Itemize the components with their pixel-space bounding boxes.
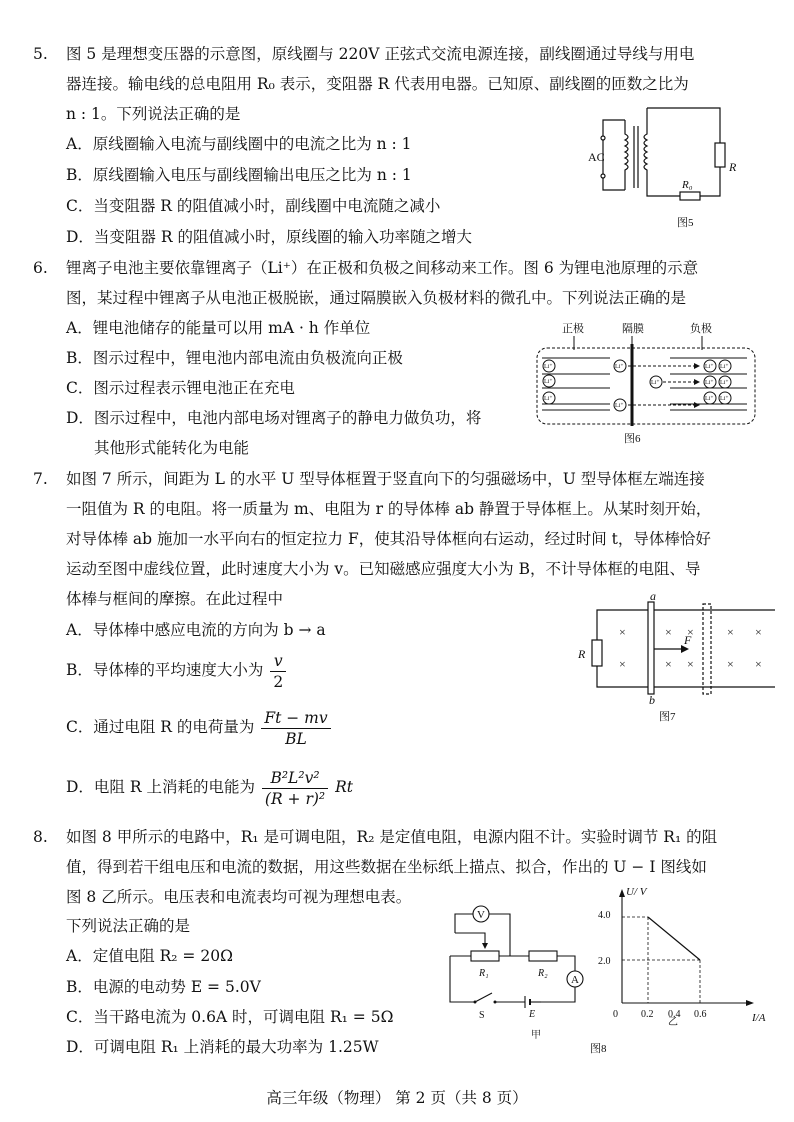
q5-option-b: B．原线圈输入电压与副线圈输出电压之比为 n : 1 [66,166,412,184]
q8-option-c: C．当干路电流为 0.6A 时，可调电阻 R₁ = 5Ω [66,1008,394,1026]
q7-option-b-fraction [270,651,286,692]
figure-8-x-tick-0-2: 0.2 [641,1009,654,1020]
figure-6-caption: 图6 [624,433,641,445]
q7-stem-line-1: 如图 7 所示，间距为 L 的水平 U 型导体框置于竖直向下的匀强磁场中，U 型导体框左端连接 [66,470,705,488]
figure-6-ion-label: Li⁺ [544,364,553,370]
q8-option-a: A．定值电阻 R₂ = 20Ω [66,947,233,965]
figure-8-r1-label: R₁ [479,968,489,979]
figure-7-b-label: b [649,693,655,707]
q8-option-b: B．电源的电动势 E = 5.0V [66,978,261,996]
q7-option-c [66,705,333,749]
q7-option-a: A．导体棒中感应电流的方向为 b → a [66,621,326,639]
figure-7-field-mark: × [687,625,694,639]
figure-8-yi-ui-graph [596,885,776,1028]
figure-6-ion-label: Li⁺ [615,364,624,370]
q7-stem-line-3: 对导体棒 ab 施加一水平向右的恒定拉力 F，使其沿导体框向右运动，经过时间 t，导体棒恰好 [66,530,711,548]
figure-7-f-label: F [684,633,692,647]
q7-option-c-text: C．通过电阻 R 的电荷量为 [66,718,255,736]
figure-6-ion-label: Li⁺ [615,403,624,409]
figure-8-caption: 图8 [590,1043,607,1055]
q5-option-a: A．原线圈输入电流与副线圈中的电流之比为 n : 1 [66,135,412,153]
figure-6-positive-label: 正极 [562,323,584,335]
figure-8-r2-label: R₂ [538,968,548,979]
figure-7-a-label: a [650,589,656,603]
q7-option-c-denominator: BL [285,729,307,748]
q8-stem-line-3: 图 8 乙所示。电压表和电流表均可视为理想电表。 [66,888,412,906]
figure-6-ion-label: Li⁺ [705,380,714,386]
q5-stem-line-1: 图 5 是理想变压器的示意图，原线圈与 220V 正弦式交流电源连接，副线圈通过导线与用电 [66,45,695,63]
figure-6-ion-label: Li⁺ [705,364,714,370]
figure-7-field-mark: × [727,657,734,671]
q7-stem-line-4: 运动至图中虚线位置，此时速度大小为 v。已知磁感应强度大小为 B，不计导体框的电阻、导 [66,560,701,578]
figure-7-field-mark: × [619,625,626,639]
q7-option-b [66,648,288,692]
q7-number: 7. [33,470,48,488]
figure-7-field-mark: × [687,657,694,671]
q7-option-c-numerator: Ft − mv [261,708,330,729]
figure-6-ion-label: Li⁺ [720,380,729,386]
figure-8-jia-label: 甲 [531,1030,541,1041]
q5-stem-line-2: 器连接。输电线的总电阻用 R₀ 表示，变阻器 R 代表用电器。已知原、副线圈的匝数之比为 [66,75,689,93]
figure-6-ion-label: Li⁺ [544,396,553,402]
q6-option-a: A．锂电池储存的能量可以用 mA · h 作单位 [66,319,371,337]
q6-option-c: C．图示过程表示锂电池正在充电 [66,379,295,397]
q7-option-c-fraction [261,708,330,749]
figure-6-ion-label: Li⁺ [720,396,729,402]
figure-7-field-mark: × [665,657,672,671]
q8-number: 8. [33,828,48,846]
q8-stem-line-2: 值，得到若干组电压和电流的数据，用这些数据在坐标纸上描点、拟合，作出的 U − I 图线如 [66,858,707,876]
figure-8-voltmeter-label: V [477,909,485,921]
figure-8-ui-line [648,917,700,960]
q6-option-d-continued: 其他形式能转化为电能 [94,439,250,457]
q5-stem-line-3: n : 1。下列说法正确的是 [66,105,241,123]
q7-option-d-tail: Rt [335,778,353,796]
q5-option-c: C．当变阻器 R 的阻值减小时，副线圈中电流随之减小 [66,197,441,215]
q8-stem-line-1: 如图 8 甲所示的电路中，R₁ 是可调电阻，R₂ 是定值电阻，电源内阻不计。实验时调节 R₁ 的阻 [66,828,718,846]
figure-5-caption: 图5 [677,217,694,229]
figure-8-x-axis-label: I/A [752,1012,766,1024]
q7-option-d-fraction [262,768,328,809]
q6-number: 6. [33,259,48,277]
q7-option-b-numerator: v [270,651,286,672]
figure-7-u-frame [575,589,780,727]
q7-stem-line-2: 一阻值为 R 的电阻。将一质量为 m、电阻为 r 的导体棒 ab 静置于导体框上。从某时刻开始， [66,500,712,518]
q7-option-d-numerator: B²L²v² [262,768,328,789]
figure-8-emf-label: E [529,1009,536,1020]
figure-8-yi-label: 乙 [668,1017,678,1028]
q7-option-d [66,765,353,809]
q7-stem-line-5: 体棒与框间的摩擦。在此过程中 [66,590,284,608]
figure-8-ammeter-label: A [571,974,579,986]
figure-7-r-label: R [578,647,586,661]
figure-7-caption: 图7 [659,711,676,723]
figure-5-r-label: R [729,160,737,174]
q8-stem-line-4: 下列说法正确的是 [66,917,191,935]
figure-8-y-tick-4: 4.0 [598,910,611,921]
figure-7-field-mark: × [665,625,672,639]
figure-6-ion-label: Li⁺ [651,380,660,386]
q7-option-b-text: B．导体棒的平均速度大小为 [66,661,264,679]
q5-option-d: D．当变阻器 R 的阻值减小时，原线圈的输入功率随之增大 [66,228,472,246]
figure-8-x-tick-0-4: 0.4 [668,1009,681,1020]
figure-7-field-mark: × [619,657,626,671]
figure-8-x-tick-0-6: 0.6 [694,1009,707,1020]
figure-8-y-axis-label: U/ V [626,886,647,898]
figure-8-y-tick-2: 2.0 [598,956,611,967]
figure-6-ion-label: Li⁺ [720,364,729,370]
q7-option-d-text: D．电阻 R 上消耗的电能为 [66,778,255,796]
q6-option-b: B．图示过程中，锂电池内部电流由负极流向正极 [66,349,403,367]
figure-6-ion-label: Li⁺ [705,396,714,402]
figure-7-field-mark: × [727,625,734,639]
q7-option-d-denominator: (R + r)² [264,789,326,808]
figure-7-field-mark: × [755,657,762,671]
page-footer: 高三年级（物理） 第 2 页（共 8 页） [266,1089,528,1107]
q7-option-b-denominator: 2 [273,672,284,691]
figure-8-jia-circuit [445,900,605,1058]
figure-5-transformer [585,108,745,233]
q6-stem-line-1: 锂离子电池主要依靠锂离子（Li⁺）在正极和负极之间移动来工作。图 6 为锂电池原理的示意 [66,259,699,277]
q8-option-d: D．可调电阻 R₁ 上消耗的最大功率为 1.25W [66,1038,379,1056]
figure-5-ac-label: AC [588,150,605,164]
figure-5-r0-label: R₀ [682,179,693,191]
figure-8-origin-label: 0 [613,1009,618,1020]
figure-6-ion-label: Li⁺ [544,379,553,385]
figure-6-separator-label: 隔膜 [622,323,644,335]
figure-6-negative-label: 负极 [690,323,712,335]
figure-6-lithium-battery [532,318,772,448]
figure-7-field-mark: × [755,625,762,639]
q6-option-d: D．图示过程中，电池内部电场对锂离子的静电力做负功，将 [66,409,482,427]
q5-number: 5. [33,45,48,63]
q6-stem-line-2: 图，某过程中锂离子从电池正极脱嵌，通过隔膜嵌入负极材料的微孔中。下列说法正确的是 [66,289,687,307]
figure-8-switch-label: S [479,1010,485,1021]
